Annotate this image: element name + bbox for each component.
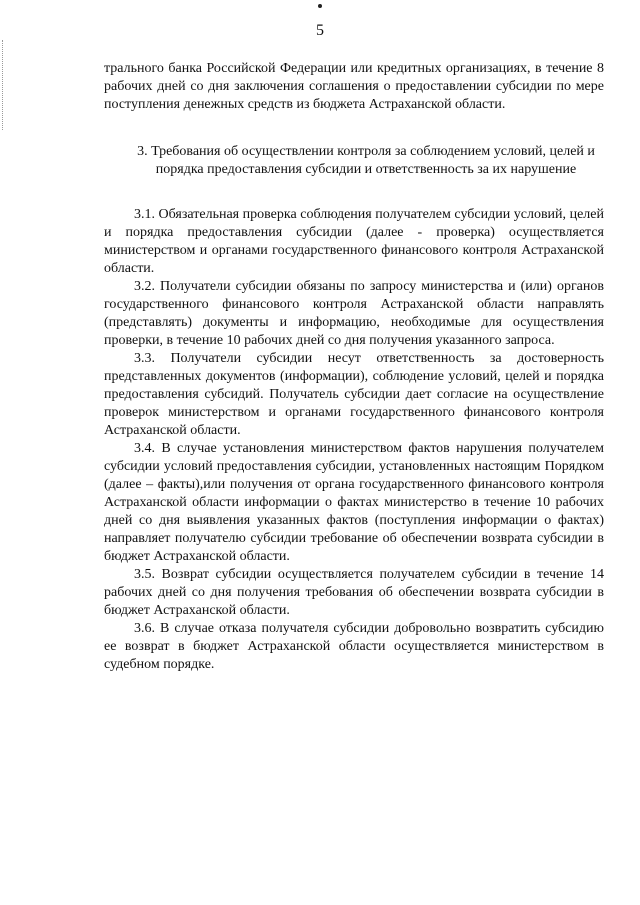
intro-paragraph: трального банка Российской Федерации или кредитных организациях, в течение 8 рабочих дней со дня заключения соглашения о предоставлении субсидии по мере поступления денежных средств из бюджета Астраханской области.: [104, 61, 604, 112]
document-body: [104, 60, 604, 674]
clause-3-3: 3.3. Получатели субсидии несут ответственность за достоверность представленных документов (информации), соблюдение условий, целей и порядка предоставления субсидий. Получатель субсидии дает согласие на осуществление проверок министерством и органами государственного финансового контроля Астраханской области.: [104, 351, 604, 438]
clause-3-6: 3.6. В случае отказа получателя субсидии добровольно возвратить субсидию ее возврат в бюджет Астраханской области осуществляется министерством в судебном порядке.: [104, 621, 604, 672]
page-number: 5: [316, 22, 324, 39]
section-heading: 3. Требования об осуществлении контроля за соблюдением условий, целей и порядка предоставления субсидии и ответственность за их нарушение: [137, 144, 595, 177]
clause-3-2: 3.2. Получатели субсидии обязаны по запросу министерства и (или) органов государственного финансового контроля Астраханской области направлять (представлять) документы и информацию, необходимые для осуществления проверки, в течение 10 рабочих дней со дня получения указанного запроса.: [104, 279, 604, 348]
scan-dot-mark: [318, 4, 322, 8]
clause-3-4: 3.4. В случае установления министерством фактов нарушения получателем субсидии условий предоставления субсидии, установленных настоящим Порядком (далее – факты),или получения от органа государственного финансового контроля Астраханской области информации о фактах министерство в течение 10 рабочих дней со дня выявления указанных фактов (поступления информации о фактах) направляет получателю субсидии требование об обеспечении возврата субсидии в бюджет Астраханской области.: [104, 441, 604, 564]
clause-3-5: 3.5. Возврат субсидии осуществляется получателем субсидии в течение 14 рабочих дней со дня получения требования об обеспечении возврата субсидии в бюджет Астраханской области.: [104, 567, 604, 618]
scan-margin-marks: [2, 40, 6, 130]
clause-3-1: 3.1. Обязательная проверка соблюдения получателем субсидии условий, целей и порядка предоставления субсидии (далее - проверка) осуществляется министерством и органами государственного финансового контроля Астраханской области.: [104, 207, 604, 276]
